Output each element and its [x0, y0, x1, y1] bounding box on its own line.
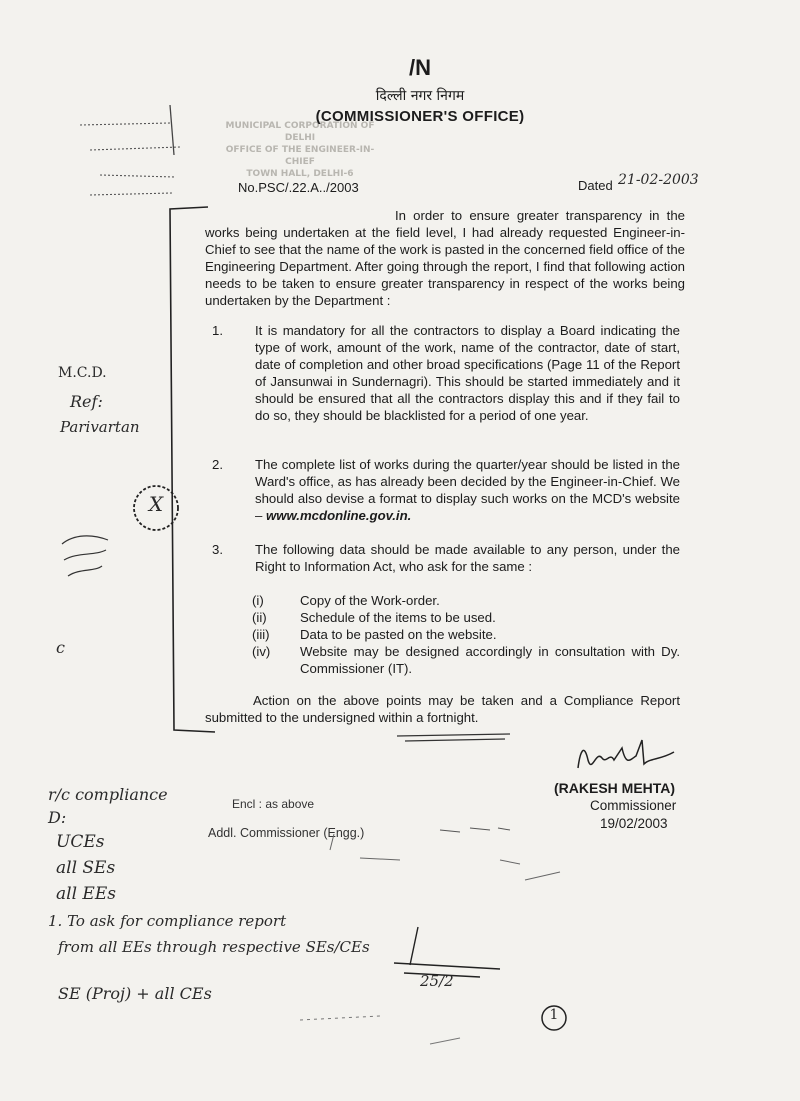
- reference-number: No.PSC/.22.A../2003: [238, 180, 359, 195]
- handwritten-uces: UCEs: [56, 832, 105, 852]
- underline-mark: [395, 730, 515, 744]
- point-3-number: 3.: [212, 542, 223, 557]
- handwritten-note-line-3: SE (Proj) + all CEs: [58, 984, 212, 1003]
- point-2-number: 2.: [212, 457, 223, 472]
- point-1-number: 1.: [212, 323, 223, 338]
- page-mark: /N: [409, 55, 431, 80]
- dated-label: Dated: [578, 178, 613, 193]
- handwritten-ees: all EEs: [56, 884, 116, 904]
- mcd-website-link[interactable]: www.mcdonline.gov.in.: [266, 508, 412, 523]
- handwritten-ses: all SEs: [56, 858, 116, 878]
- subpoint-3-number: (iii): [252, 627, 270, 642]
- office-title: (COMMISSIONER'S OFFICE): [315, 108, 525, 125]
- subpoint-4-number: (iv): [252, 644, 271, 659]
- handwritten-note-line-2: from all EEs through respective SEs/CEs: [58, 938, 370, 956]
- enclosure-note: Encl : as above: [232, 797, 315, 811]
- handwritten-parivartan: Parivartan: [60, 418, 140, 436]
- side-handwriting-mark: [58, 530, 118, 590]
- subpoint-1-number: (i): [252, 593, 264, 608]
- handwritten-d: D:: [48, 808, 67, 827]
- dated-value: 21-02-2003: [618, 172, 699, 188]
- signatory-name: (RAKESH MEHTA): [554, 780, 676, 796]
- subpoint-2-number: (ii): [252, 610, 267, 625]
- subpoint-2-text: Schedule of the items to be used.: [300, 610, 496, 625]
- top-left-stamp-scribble: [60, 95, 190, 205]
- margin-c-mark: c: [56, 638, 65, 657]
- handwritten-date-note: 25/2: [420, 972, 454, 990]
- handwritten-compliance: r/c compliance: [48, 785, 168, 804]
- intro-paragraph: In order to ensure greater transparency in the works being undertaken at the field level, I had already requested Engineer-in-Chief to see that the name of the work is pasted in the concerned field office of the Engineering Department. After going through the report, I find that following action needs to be taken to ensure greater transparency in respect of the works being undertaken by the Department :: [205, 208, 685, 308]
- point-3-text: The following data should be made available to any person, under the Right to Information Act, who ask for the same :: [255, 542, 680, 574]
- subpoint-3-text: Data to be pasted on the website.: [300, 627, 497, 642]
- point-2-body: The complete list of works during the quarter/year should be listed in the Ward's office, as has already been decided by the Engineer-in-Chief. We should also devise a format to display such works on the MCD's website –: [255, 457, 680, 523]
- handwritten-mcd: M.C.D.: [58, 365, 107, 381]
- point-1-text: It is mandatory for all the contractors to display a Board indicating the type of work, amount of the work, name of the contractor, date of start, date of completion and other broad specifications (Page 11 of the Report of Jansunwai in Sundernagri). This should be started immediately and it should be ensured that all the contractors display this and if they fail to do so, they should be blacklisted for a period of one year.: [255, 323, 680, 423]
- hindi-title: दिल्ली नगर निगम: [375, 88, 465, 104]
- addressee: Addl. Commissioner (Engg.): [208, 826, 365, 840]
- point-2-text: [255, 456, 680, 524]
- handwritten-circled-one: 1: [549, 1007, 559, 1023]
- subpoint-1-text: Copy of the Work-order.: [300, 593, 440, 608]
- signature-scribble: [570, 730, 680, 780]
- subpoint-4-text: Website may be designed accordingly in consultation with Dy. Commissioner (IT).: [300, 644, 680, 676]
- handwritten-circle-mark: X: [148, 492, 164, 516]
- closing-paragraph: Action on the above points may be taken and a Compliance Report submitted to the undersigned within a fortnight.: [205, 693, 680, 725]
- signature-date: 19/02/2003: [600, 816, 668, 831]
- faint-scribble-mark: [300, 820, 600, 1060]
- bleed-through-ghost-text: MUNICIPAL CORPORATION OF DELHI OFFICE OF THE ENGINEER-IN-CHIEF TOWN HALL, DELHI-6: [225, 121, 375, 179]
- handwritten-ref: Ref:: [70, 392, 103, 411]
- handwritten-note-line-1: 1. To ask for compliance report: [48, 912, 287, 930]
- signatory-designation: Commissioner: [590, 798, 677, 813]
